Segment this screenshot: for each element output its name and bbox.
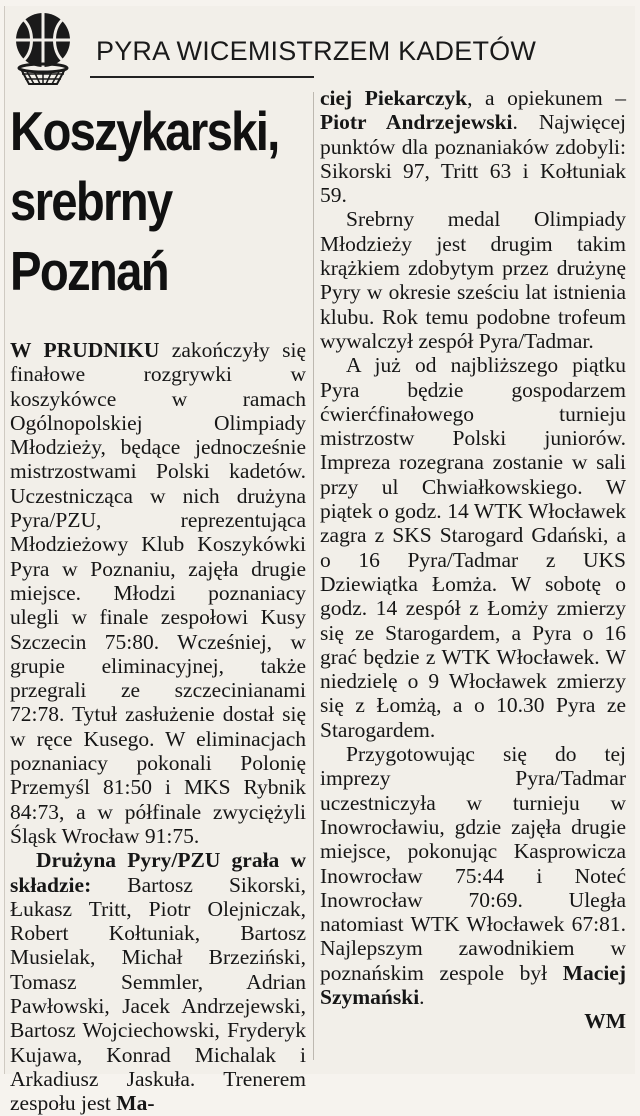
- kicker-title: PYRA WICEMISTRZEM KADETÓW: [96, 36, 537, 66]
- headline: [10, 96, 279, 306]
- roster-paragraph: [10, 848, 306, 1115]
- scorers-text: . Najwięcej punktów dla poznaniaków zdobyli: Sikorski 97, Tritt 63 i Kołtuniak 59.: [320, 110, 626, 208]
- best-player-name: Maciej Szymański: [320, 960, 626, 1009]
- lead-text: zakończyły się finałowe rozgrywki w koszykówce w ramach Ogólnopolskiej Olimpiady Młodzieży, będące jednocześnie mistrzostwami Polski kadetów. Uczestnicząca w nich drużyna Pyra/PZU, reprezentująca Młodzieżowy Klub Koszykówki Pyra w Poznaniu, zajęła drugie miejsce. Młodzi poznaniacy ulegli w finale zespołowi Kusy Szczecin 75:80. Wcześniej, w grupie eliminacyjnej, także przegrali ze szczecinianami 72:78. Tytuł zasłużenie dostał się w ręce Kusego. W eliminacjach poznaniacy pokonali Polonię Przemyśl 81:50 i MKS Rybnik 84:73, a w półfinale zwyciężyli Śląsk Wrocław 91:75.: [10, 338, 307, 848]
- preparation-paragraph: [320, 742, 626, 1009]
- headline-line-3: Poznań: [10, 240, 168, 302]
- section-header: [10, 8, 537, 80]
- headline-line-2: srebrny: [10, 170, 172, 232]
- author-signature: WM: [584, 1009, 626, 1034]
- article-column-1: [10, 338, 306, 1116]
- medal-paragraph: Srebrny medal Olimpiady Młodzieży jest drugim takim krążkiem zdobytym przez drużynę Pyry w okresie sześciu lat istnienia klubu. Rok temu podobne trofeum wywalczył zespół Pyra/Tadmar.: [320, 207, 626, 353]
- preparation-end: .: [419, 984, 425, 1009]
- lead-paragraph: [10, 338, 306, 848]
- tournament-paragraph: A już od najbliższego piątku Pyra będzie gospodarzem ćwierćfinałowego turnieju mistrzostw Polski juniorów. Impreza rozegrana zostanie w sali przy ul Chwiałkowskiego. W piątek o godz. 14 WTK Włocławek zagra z SKS Starogard Gdański, a o 16 Pyra/Tadmar z UKS Dziewiątka Łomża. W sobotę o godz. 14 zespół z Łomży zmierzy się ze Starogardem, a Pyra o 16 grać będzie z WTK Włocławek. W niedzielę o 9 Włocławek zmierzy się z Łomżą, a o 10.30 Pyra ze Starogardem.: [320, 353, 626, 742]
- article-column-2: [320, 86, 626, 1034]
- coach-paragraph: [320, 86, 626, 207]
- lead-dateline: W PRUDNIKU: [10, 338, 160, 362]
- kicker-underline: [90, 76, 314, 78]
- roster-text: Bartosz Sikorski, Łukasz Tritt, Piotr Olejniczak, Robert Kołtuniak, Bartosz Musielak, Michał Brzeziński, Tomasz Semmler, Adrian Pawłowski, Jacek Andrzejewski, Bartosz Wojciechowski, Fryderyk Kujawa, Konrad Michalak i Arkadiusz Jaskuła. Trenerem zespołu jest: [10, 872, 306, 1116]
- coach-text-a: , a opiekunem –: [467, 86, 626, 110]
- column-divider: [313, 92, 314, 1060]
- headline-line-1: Koszykarski,: [10, 100, 279, 162]
- caretaker-name: Piotr Andrzejewski: [320, 110, 513, 135]
- basketball-icon: [12, 12, 78, 86]
- coach-name-end: ciej Piekarczyk: [320, 86, 468, 110]
- preparation-text: Przygotowując się do tej imprezy Pyra/Tadmar uczestniczyła w turnieju w Inowrocławiu, gdzie zajęła drugie miejsce, pokonując Kasprowicza Inowrocław 75:44 i Noteć Inowrocław 70:69. Uległa natomiast WTK Włocławek 67:81. Najlepszym zawodnikiem w poznańskim zespole był: [320, 742, 626, 985]
- roster-label: Drużyna Pyry/PZU grała w składzie:: [10, 848, 306, 897]
- coach-name-start: Ma-: [116, 1091, 155, 1116]
